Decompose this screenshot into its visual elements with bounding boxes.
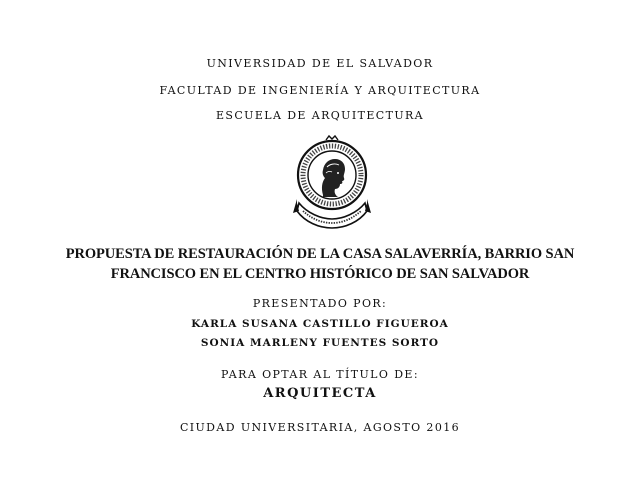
degree-value: ARQUITECTA xyxy=(263,386,377,401)
author-2: SONIA MARLENY FUENTES SORTO xyxy=(200,337,440,349)
university-name: UNIVERSIDAD DE EL SALVADOR xyxy=(206,57,434,70)
author-1: KARLA SUSANA CASTILLO FIGUEROA xyxy=(191,318,449,330)
thesis-title-line-1: PROPUESTA DE RESTAURACIÓN DE LA CASA SALAVERRÍA, BARRIO SAN xyxy=(65,246,575,262)
degree-label: PARA OPTAR AL TÍTULO DE: xyxy=(221,368,419,381)
school-name: ESCUELA DE ARQUITECTURA xyxy=(215,109,425,122)
presented-by-label: PRESENTADO POR: xyxy=(252,297,388,310)
faculty-name: FACULTAD DE INGENIERÍA Y ARQUITECTURA xyxy=(159,84,481,97)
place-and-date: CIUDAD UNIVERSITARIA, AGOSTO 2016 xyxy=(179,421,461,434)
thesis-title-line-2: FRANCISCO EN EL CENTRO HISTÓRICO DE SAN SALVADOR xyxy=(110,266,530,282)
university-seal-icon xyxy=(293,133,371,233)
